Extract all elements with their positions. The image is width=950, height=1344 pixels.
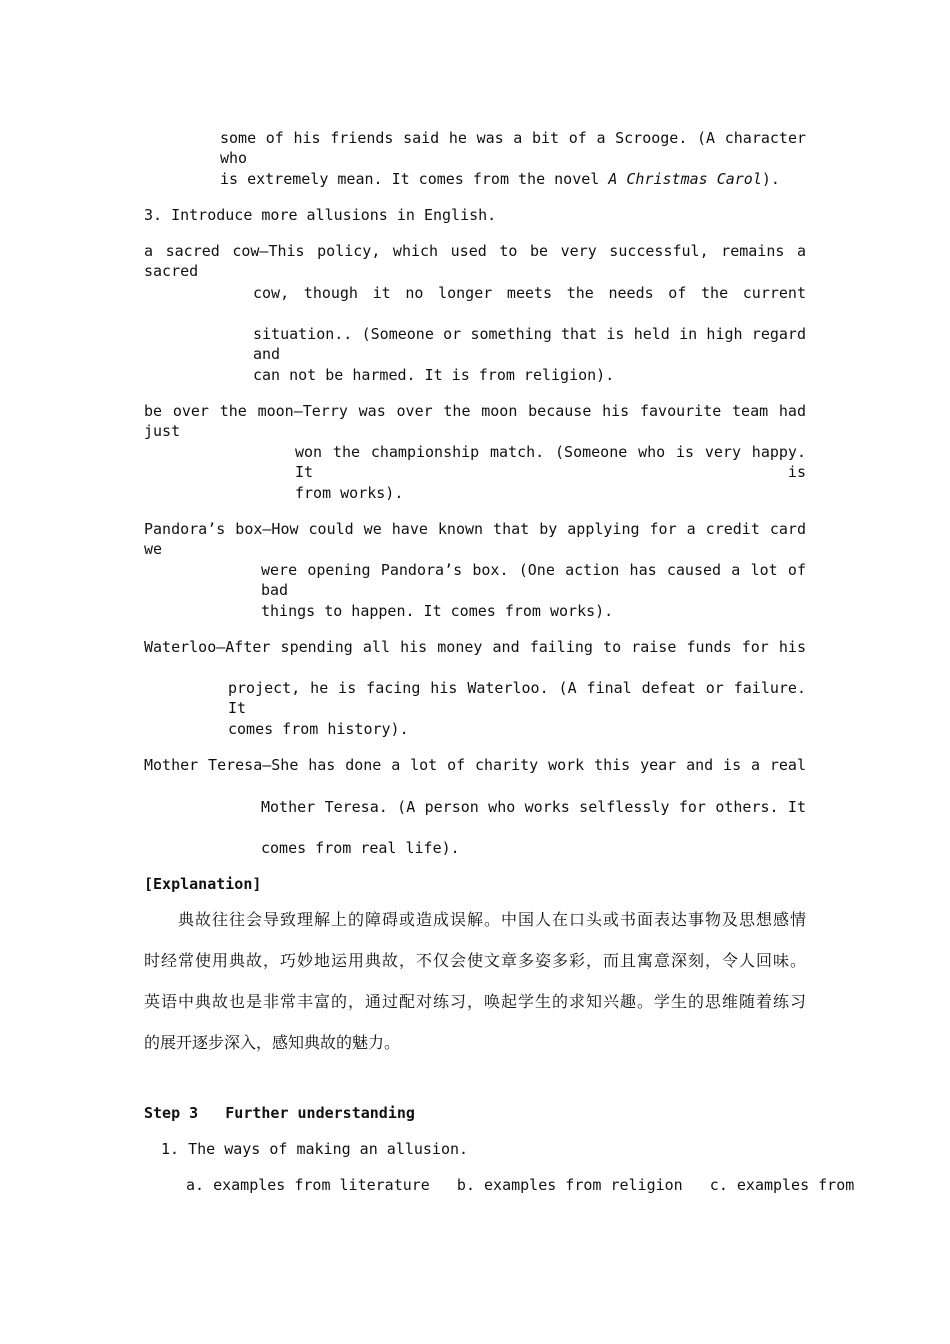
item-3-heading: 3. Introduce more allusions in English. xyxy=(144,206,497,224)
scrooge-line-2 xyxy=(220,169,780,189)
scrooge-line-1: some of his friends said he was a bit of a Scrooge. (A character who xyxy=(220,129,806,167)
moon-line-1: be over the moon—Terry was over the moon because his favourite team had just xyxy=(144,402,806,440)
step-3-heading: Step 3 Further understanding xyxy=(144,1104,415,1122)
waterloo-line-3: comes from history). xyxy=(228,720,409,738)
scrooge-line-2-text: is extremely mean. It comes from the novel xyxy=(220,170,609,188)
waterloo-line-1: Waterloo—After spending all his money and failing to raise funds for his xyxy=(144,638,806,656)
teresa-line-3: comes from real life). xyxy=(261,839,460,857)
moon-line-3: from works). xyxy=(295,484,404,502)
scrooge-line-2-end: ). xyxy=(761,170,780,188)
waterloo-line-2: project, he is facing his Waterloo. (A final defeat or failure. It xyxy=(228,679,806,717)
explanation-line-3: 英语中典故也是非常丰富的，通过配对练习，唤起学生的求知兴趣。学生的思维随着练习 xyxy=(144,992,806,1011)
teresa-line-1: Mother Teresa—She has done a lot of charity work this year and is a real xyxy=(144,756,806,774)
sacred-cow-line-2: cow, though it no longer meets the needs of the current xyxy=(253,284,806,302)
novel-title: A Christmas Carol xyxy=(608,170,762,188)
pandora-line-1: Pandora’s box—How could we have known that by applying for a credit card we xyxy=(144,520,806,558)
step-3-options: a. examples from literature b. examples from religion c. examples from xyxy=(186,1176,855,1194)
pandora-line-2: were opening Pandora’s box. (One action has caused a lot of bad xyxy=(261,561,806,599)
moon-line-2: won the championship match. (Someone who is very happy. It is xyxy=(295,443,806,481)
explanation-line-1: 典故往往会导致理解上的障碍或造成误解。中国人在口头或书面表达事物及思想感情 xyxy=(178,910,806,929)
sacred-cow-line-3: situation.. (Someone or something that is held in high regard and xyxy=(253,325,806,363)
teresa-line-2: Mother Teresa. (A person who works selflessly for others. It xyxy=(261,798,806,816)
explanation-heading: [Explanation] xyxy=(144,875,262,893)
sacred-cow-line-4: can not be harmed. It is from religion). xyxy=(253,366,615,384)
explanation-line-2: 时经常使用典故，巧妙地运用典故，不仅会使文章多姿多彩，而且寓意深刻，令人回味。 xyxy=(144,951,806,970)
sacred-cow-line-1: a sacred cow—This policy, which used to be very successful, remains a sacred xyxy=(144,242,806,280)
step-3-item-1: 1. The ways of making an allusion. xyxy=(161,1140,469,1158)
explanation-line-4: 的展开逐步深入，感知典故的魅力。 xyxy=(144,1033,401,1052)
pandora-line-3: things to happen. It comes from works). xyxy=(261,602,614,620)
